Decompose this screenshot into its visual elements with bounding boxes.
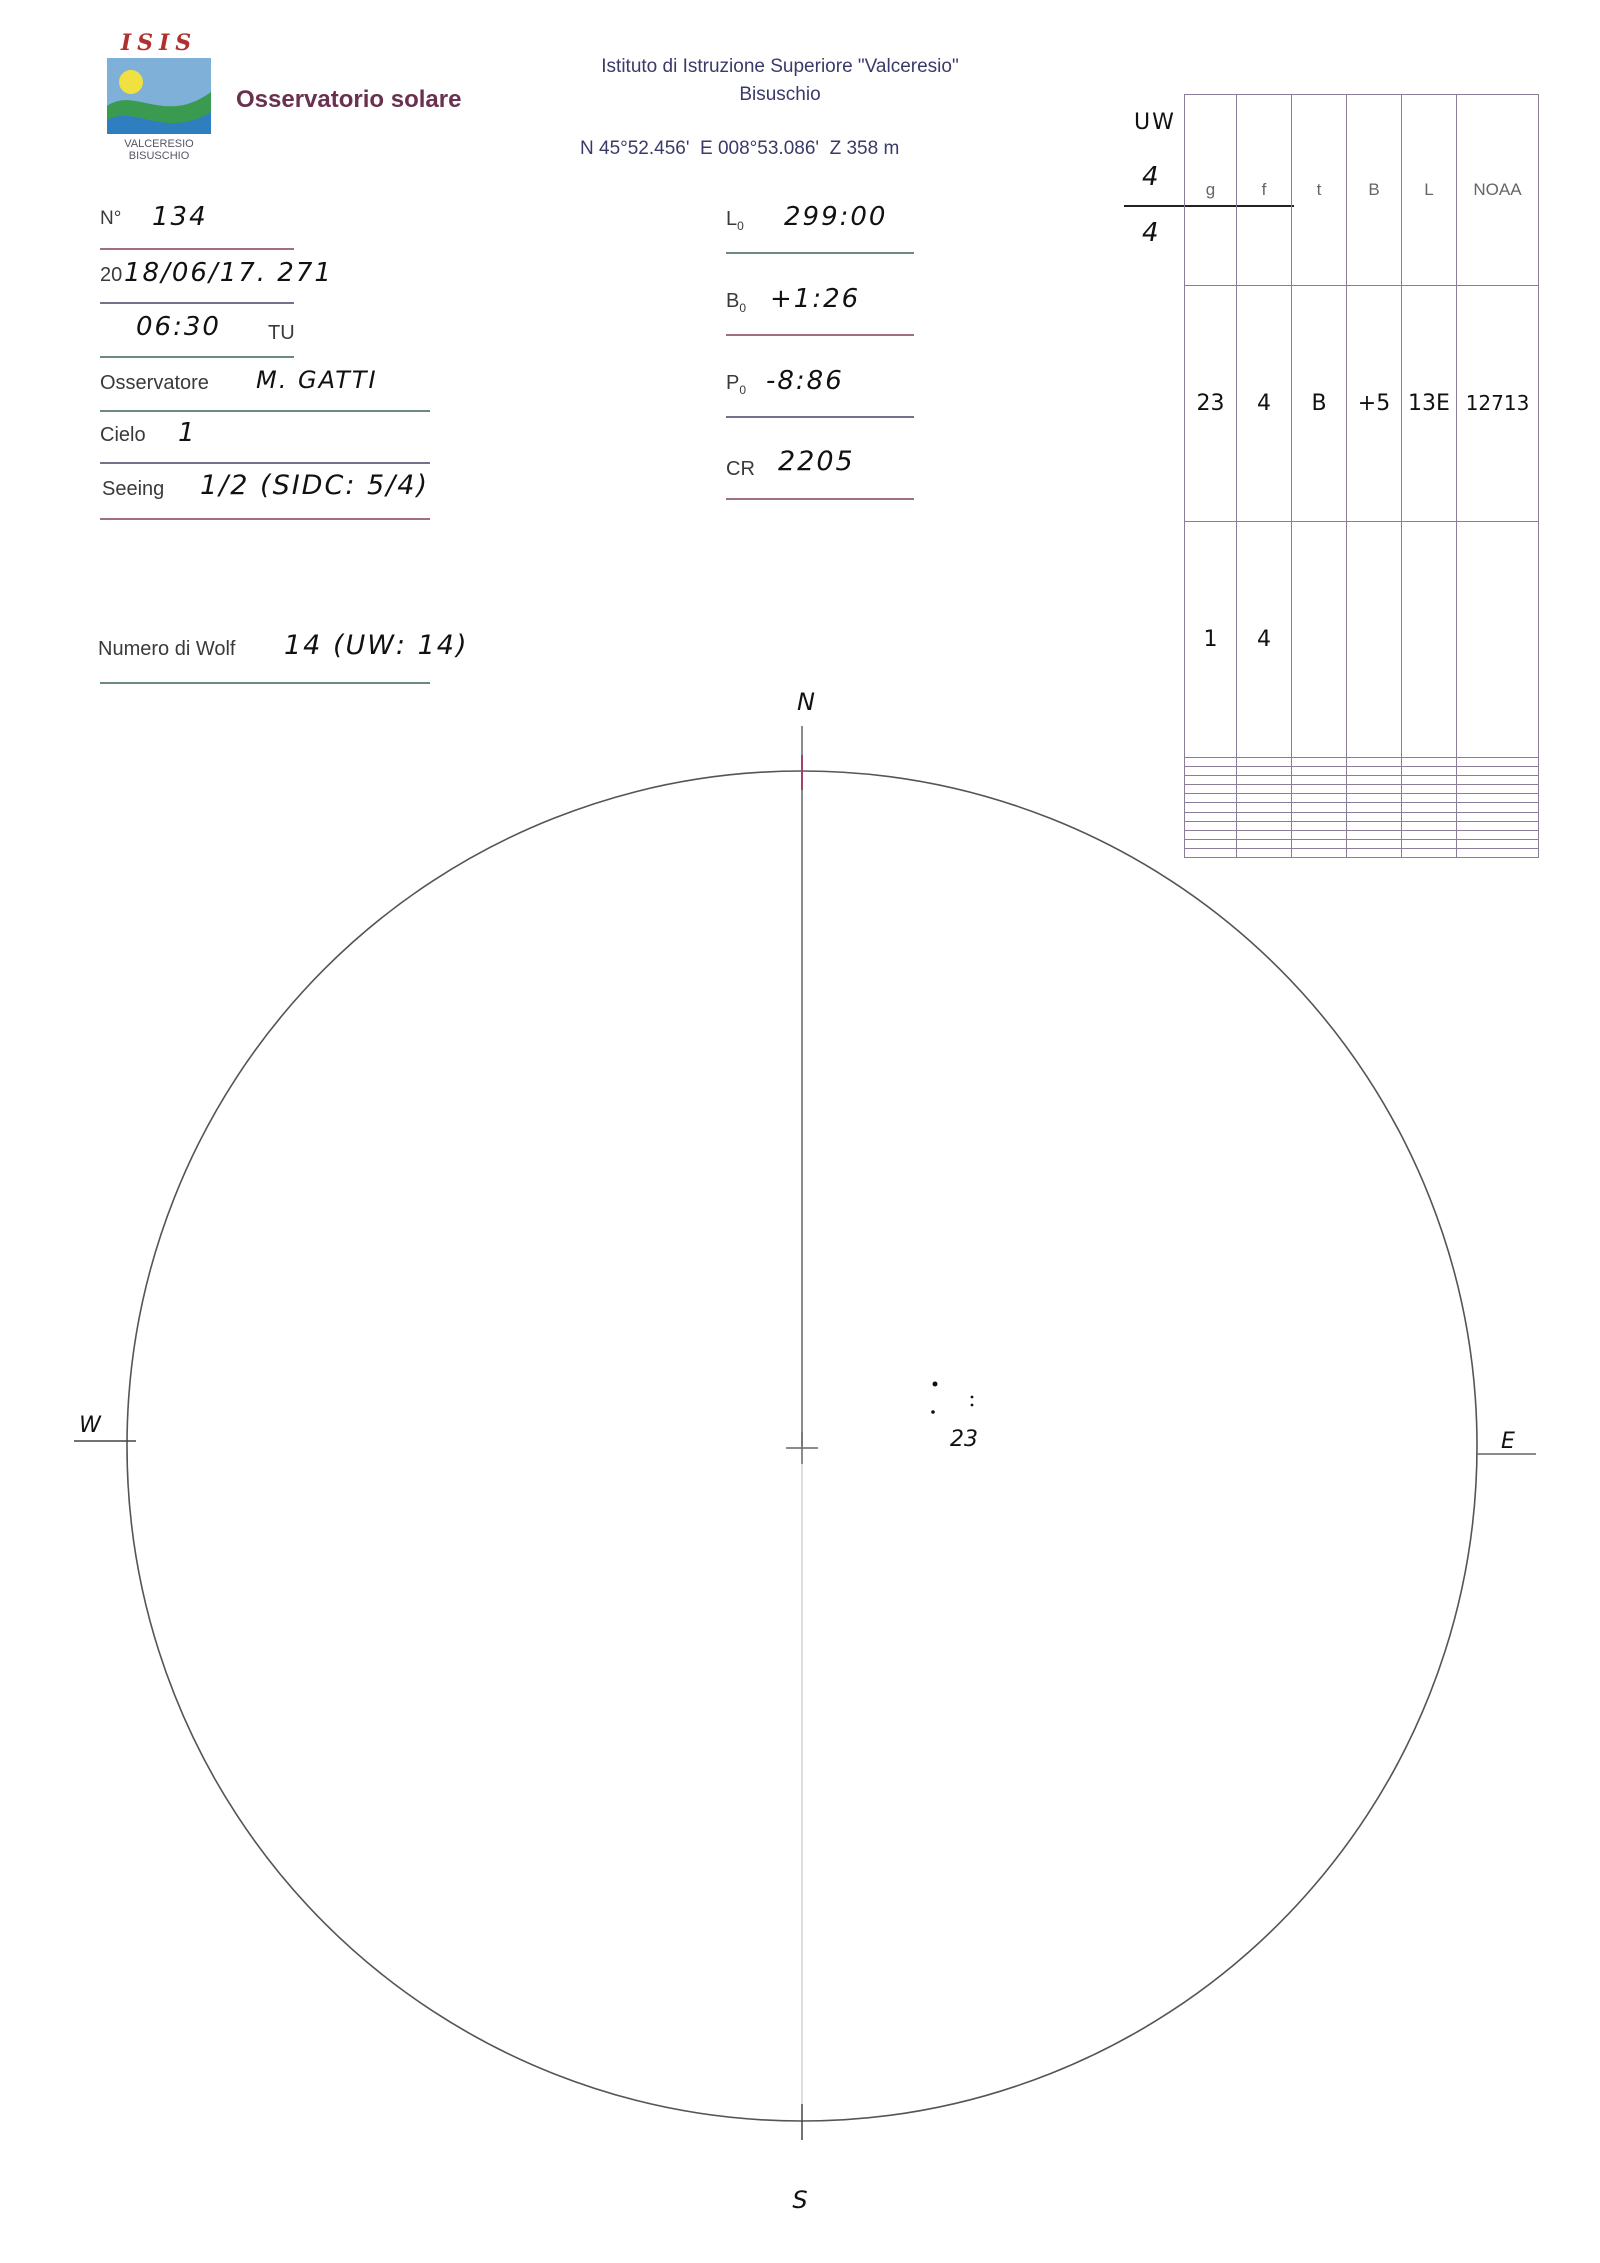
uw-row-2: 4 (1142, 218, 1161, 248)
time-unit: TU (268, 322, 295, 344)
sky-label: Cielo (100, 424, 146, 446)
table-cell: 4 (1237, 285, 1292, 521)
south-label: S (792, 2186, 808, 2214)
logo-subtitle-2: BISUSCHIO (128, 150, 190, 162)
observer-label: Osservatore (100, 372, 209, 394)
column-header: L (1402, 95, 1457, 286)
p0-value: -8:86 (766, 366, 844, 396)
observer-value: M. GATTI (256, 366, 378, 394)
table-cell: +5 (1347, 285, 1402, 521)
wolf-label: Numero di Wolf (98, 638, 236, 660)
west-label: W (79, 1413, 101, 1438)
table-cell: 13E (1402, 285, 1457, 521)
institute-line-2: Bisuschio (739, 84, 821, 105)
wolf-value: 14 (UW: 14) (284, 630, 469, 661)
page-title: Osservatorio solare (236, 86, 462, 113)
b0-subscript: 0 (739, 301, 747, 315)
column-header: g (1185, 95, 1237, 286)
table-cell: 12713 (1457, 285, 1539, 521)
east-label: E (1501, 1429, 1515, 1454)
table-cell: B (1292, 285, 1347, 521)
uw-row-1: 4 (1142, 162, 1161, 192)
column-header: t (1292, 95, 1347, 286)
number-value: 134 (152, 202, 208, 232)
sunspot (933, 1382, 938, 1387)
sky-value: 1 (178, 418, 197, 448)
l0-value: 299:00 (784, 202, 888, 232)
sunspot (971, 1396, 974, 1399)
logo-subtitle-1: VALCERESIO (124, 138, 194, 150)
observatory-coordinates: N 45°52.456' E 008°53.086' Z 358 m (580, 138, 900, 159)
column-header: B (1347, 95, 1402, 286)
b0-value: +1:26 (770, 284, 861, 314)
table-cell: 23 (1185, 285, 1237, 521)
date-value: 18/06/17. 271 (124, 258, 333, 288)
number-label: N° (100, 208, 122, 229)
table-cell: 4 (1237, 521, 1292, 757)
seeing-label: Seeing (102, 478, 165, 500)
p0-letter: P (726, 372, 740, 394)
uw-label: UW (1134, 110, 1176, 135)
logo-text: ISIS (120, 30, 198, 56)
time-value: 06:30 (136, 312, 221, 342)
seeing-value: 1/2 (SIDC: 5/4) (200, 470, 429, 501)
column-header: f (1237, 95, 1292, 286)
l0-subscript: 0 (737, 219, 744, 233)
institute-line-1: Istituto di Istruzione Superiore "Valceresio" (601, 56, 959, 77)
column-header: NOAA (1457, 95, 1539, 286)
l0-letter: L (726, 208, 738, 230)
group-label: 23 (950, 1427, 978, 1452)
p0-subscript: 0 (739, 383, 747, 397)
table-cell: 1 (1185, 521, 1237, 757)
cr-value: 2205 (778, 446, 855, 477)
date-prefix: 20 (100, 264, 123, 286)
sunspot (931, 1410, 935, 1414)
cr-label: CR (726, 458, 755, 480)
b0-letter: B (726, 290, 740, 312)
north-label: N (797, 688, 815, 716)
sunspot (971, 1404, 974, 1407)
